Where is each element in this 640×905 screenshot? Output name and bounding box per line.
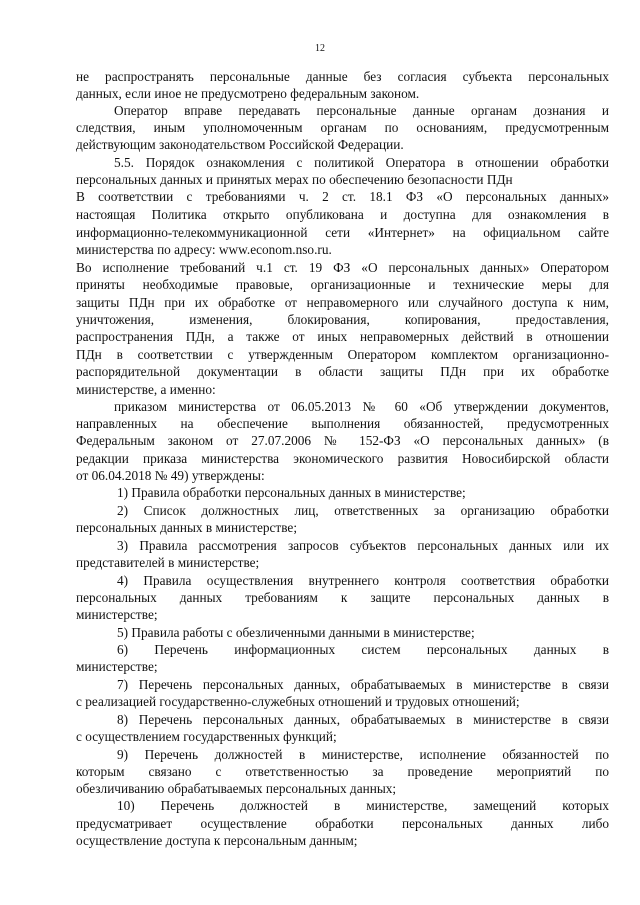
page-number: 12 [315,43,325,54]
text-line: приняты необходимые правовые, организационные и технические меры для [76,277,609,292]
text-line: обезличиванию обрабатываемых персональных данных; [76,781,397,796]
list-item: 9) Перечень должностей в министерстве, исполнение обязанностей по [117,747,609,762]
list-item: 5) Правила работы с обезличенными данными в министерстве; [117,625,475,640]
text-line: ПДн в соответствии с утвержденным Оператором комплектом организационно- [76,347,609,362]
text-line: данных, если иное не предусмотрено федеральным законом. [76,86,420,101]
text-line: приказом министерства от 06.05.2013 № 60 «Об утверждении документов, [114,399,609,414]
text-line: редакции приказа министерства экономического развития Новосибирской области [76,451,609,466]
text-line: которым связано с ответственностью за проведение мероприятий по [76,764,609,779]
text-line: распорядительной документации в области защиты ПДн при их обработке [76,364,609,379]
list-item: 3) Правила рассмотрения запросов субъектов персональных данных или их [117,538,609,553]
list-item: 4) Правила осуществления внутреннего контроля соответствия обработки [117,573,609,588]
text-line: представителей в министерстве; [76,555,260,570]
section-heading: 5.5. Порядок ознакомления с политикой Оператора в отношении обработки [114,155,609,170]
text-line: Оператор вправе передавать персональные данные органам дознания и [114,103,609,118]
text-line: от 06.04.2018 № 49) утверждены: [76,468,265,483]
text-line: предусматривает осуществление обработки персональных данных либо [76,816,609,831]
text-line: не распространять персональные данные без согласия субъекта персональных [76,69,609,84]
text-line: министерстве, а именно: [76,382,216,397]
text-line: персональных данных требованиям к защите персональных данных в [76,590,609,605]
text-line: информационно-телекоммуникационной сети «Интернет» на официальном сайте [76,225,609,240]
text-line: министерстве; [76,659,158,674]
list-item: 7) Перечень персональных данных, обрабатываемых в министерстве в связи [117,677,609,692]
text-line: с осуществлением государственных функций; [76,729,337,744]
text-line: распространения ПДн, а также от иных неправомерных действий в отношении [76,329,609,344]
text-line: Во исполнение требований ч.1 ст. 19 ФЗ «О персональных данных» Оператором [76,260,609,275]
text-line: уничтожения, изменения, блокирования, копирования, предоставления, [76,312,609,327]
text-line: следствия, иным уполномоченным органам по основаниям, предусмотренным [76,120,609,135]
text-line: министерстве; [76,607,158,622]
text-line: настоящая Политика открыто опубликована и доступна для ознакомления в [76,207,609,222]
text-line: направленных на обеспечение выполнения обязанностей, предусмотренных [76,416,609,431]
text-line: защиты ПДн при их обработке от неправомерного или случайного доступа к ним, [76,295,609,310]
text-line: персональных данных в министерстве; [76,520,298,535]
text-line: Федеральным законом от 27.07.2006 № 152-ФЗ «О персональных данных» (в [76,433,609,448]
text-line: министерства по адресу: www.econom.nso.ru. [76,242,332,257]
list-item: 2) Список должностных лиц, ответственных за организацию обработки [117,503,609,518]
list-item: 1) Правила обработки персональных данных в министерстве; [117,485,466,500]
list-item: 10) Перечень должностей в министерстве, замещений которых [117,798,609,813]
text-line: В соответствии с требованиями ч. 2 ст. 18.1 ФЗ «О персональных данных» [76,189,609,204]
list-item: 8) Перечень персональных данных, обрабатываемых в министерстве в связи [117,712,609,727]
section-heading: персональных данных и принятых мерах по обеспечению безопасности ПДн [76,172,513,187]
text-line: осуществление доступа к персональным данным; [76,833,358,848]
list-item: 6) Перечень информационных систем персональных данных в [117,642,609,657]
text-line: действующим законодательством Российской Федерации. [76,137,404,152]
text-line: с реализацией государственно-служебных отношений и трудовых отношений; [76,694,520,709]
